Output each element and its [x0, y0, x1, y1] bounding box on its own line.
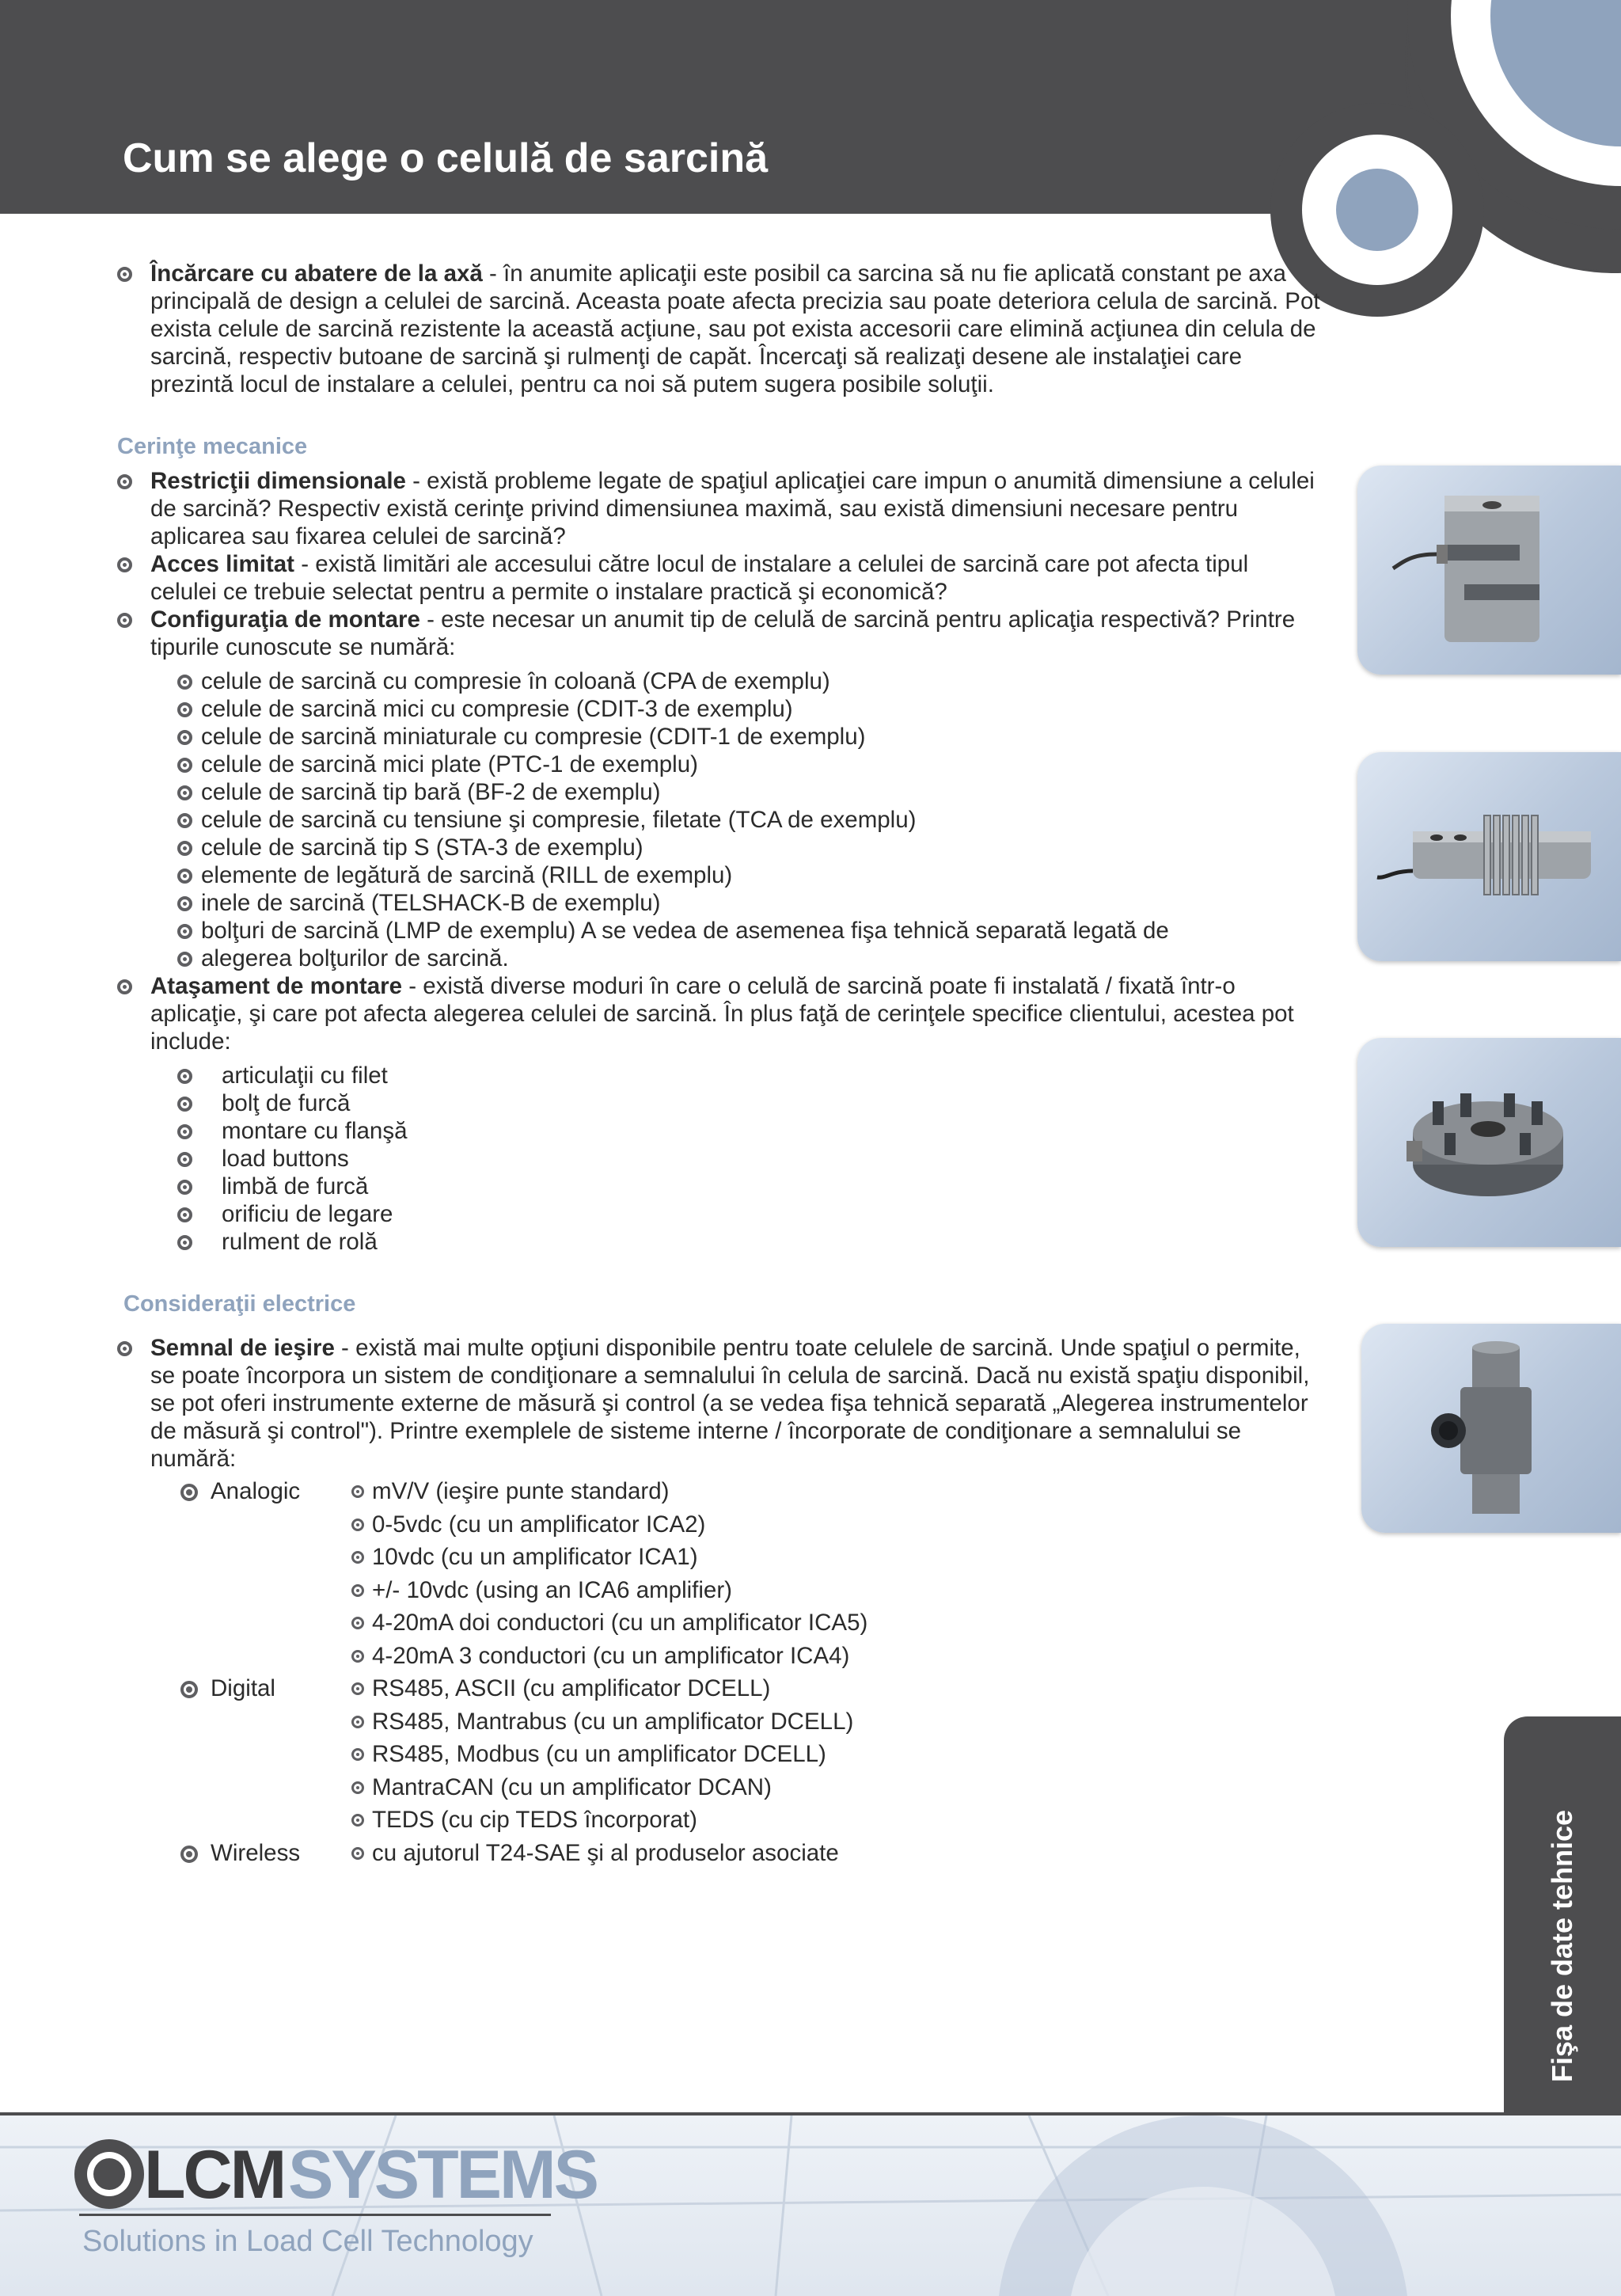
circle-bullet-icon	[351, 1781, 364, 1794]
signal-item: 10vdc (cu un amplificator ICA1)	[372, 1544, 698, 1570]
list-item	[177, 667, 1320, 695]
circle-bullet-icon	[351, 1650, 364, 1663]
circle-bullet-icon	[351, 1584, 364, 1597]
signal-bold: Semnal de ieşire	[150, 1335, 335, 1361]
circle-bullet-icon	[117, 474, 132, 489]
signal-item: 4-20mA doi conductori (cu un amplificator ICA5)	[372, 1610, 868, 1636]
circle-bullet-icon	[177, 730, 192, 745]
circle-bullet-icon	[177, 1069, 192, 1084]
mech-item-attach	[117, 972, 1320, 1055]
circle-bullet-icon	[177, 952, 192, 967]
list-item	[177, 751, 1320, 778]
list-item	[177, 1228, 1320, 1256]
circle-bullet-icon	[177, 1124, 192, 1139]
signal-row	[117, 1477, 1320, 1511]
signal-item: 0-5vdc (cu un amplificator ICA2)	[372, 1511, 706, 1538]
circle-bullet-icon	[180, 1484, 198, 1501]
circle-bullet-icon	[177, 813, 192, 828]
intro-bold: Încărcare cu abatere de la axă	[150, 260, 483, 287]
signal-item: RS485, ASCII (cu amplificator DCELL)	[372, 1675, 771, 1701]
list-item-text: celule de sarcină cu tensiune şi compresie, filetate (TCA de exemplu)	[201, 807, 917, 833]
mech-item-text: - există probleme legate de spaţiul aplicaţiei care impun o anumită dimensiune a celulei de sarcină? Respectiv există cerinţe privind dimensiunea maximă, sau există dimensiuni necesare pentru aplicarea sau fixarea celulei de sarcină?	[150, 468, 1315, 549]
mech-item-bold: Acces limitat	[150, 551, 294, 577]
list-item-text: articulaţii cu filet	[222, 1062, 388, 1089]
circle-bullet-icon	[117, 557, 132, 572]
signal-row	[117, 1543, 1320, 1576]
mech-item-bold: Restricţii dimensionale	[150, 468, 406, 494]
intro-text: - în anumite aplicaţii este posibil ca sarcina să nu fie aplicată constant pe axa principală de design a celulei de sarcină. Aceasta poate afecta precizia sau poate deteriora celula de sarcină. Pot exista celule de sarcină rezistente la această acţiune, sau pot exista accesorii care elimină acţiunea din celula de sarcină, respectiv butoane de sarcină şi rulmenţi de capăt. Încercaţi să realizaţi desene ale instalaţiei care prezintă locul de instalare a celulei, pentru ca noi să putem sugera posibile soluţii.	[150, 260, 1320, 397]
mech-item-bold: Configuraţia de montare	[150, 606, 420, 633]
list-item	[177, 695, 1320, 723]
signal-text: - există mai multe opţiuni disponibile pentru toate celulele de sarcină. Unde spaţiul o permite, se poate încorpora un sistem de condiţionare a semnalului în celula de sarcină. Dacă nu există spaţiu disponibil, se pot oferi instrumente externe de măsură şi control (a se vedea fişa tehnică separată „Alegerea instrumentelor de măsură şi control"). Printre exemplele de sisteme interne / încorporate de condiţionare a semnalului se numără:	[150, 1335, 1310, 1472]
circle-bullet-icon	[177, 758, 192, 773]
signal-row	[117, 1773, 1320, 1807]
electrical-signal-paragraph	[117, 1334, 1320, 1473]
signal-category: Digital	[211, 1675, 275, 1701]
circle-bullet-icon	[351, 1682, 364, 1695]
signal-item: MantraCAN (cu un amplificator DCAN)	[372, 1773, 772, 1800]
list-item-text: inele de sarcină (TELSHACK-B de exemplu)	[201, 890, 661, 916]
circle-bullet-icon	[177, 785, 192, 800]
signal-item: TEDS (cu cip TEDS încorporat)	[372, 1807, 697, 1833]
signal-row	[117, 1642, 1320, 1675]
list-item-text: elemente de legătură de sarcină (RILL de exemplu)	[201, 862, 733, 888]
signal-row	[117, 1839, 1320, 1872]
circle-bullet-icon	[351, 1716, 364, 1728]
circle-bullet-icon	[177, 1152, 192, 1167]
side-tab-label: Fişa de date tehnice	[1546, 1809, 1578, 2083]
signal-row	[117, 1708, 1320, 1741]
list-item-text: bolţuri de sarcină (LMP de exemplu) A se vedea de asemenea fişa tehnică separată legată de	[201, 918, 1169, 944]
circle-bullet-icon	[117, 1341, 132, 1356]
list-item-text: celule de sarcină tip bară (BF-2 de exemplu)	[201, 779, 661, 805]
list-item-text: celule de sarcină mici plate (PTC-1 de exemplu)	[201, 751, 698, 777]
section-title-electrical: Consideraţii electrice	[123, 1291, 356, 1317]
signal-row	[117, 1576, 1320, 1610]
signal-item: RS485, Modbus (cu un amplificator DCELL)	[372, 1741, 826, 1767]
circle-bullet-icon	[177, 1097, 192, 1112]
section-title-mechanical: Cerinţe mecanice	[117, 434, 308, 459]
list-item-text: celule de sarcină cu compresie în coloană (CPA de exemplu)	[201, 668, 830, 694]
mech-item-text: - există diverse moduri în care o celulă de sarcină poate fi instalată / fixată într-o aplicaţie, şi care pot afecta alegerea celulei de sarcină. În plus faţă de cerinţele specifice clientului, acestea pot include:	[150, 973, 1294, 1055]
list-item-text: celule de sarcină mici cu compresie (CDIT-3 de exemplu)	[201, 696, 793, 722]
logo-o-icon	[73, 2138, 152, 2217]
signal-category: Analogic	[211, 1478, 301, 1504]
attachment-list	[117, 1062, 1320, 1256]
list-item	[177, 945, 1320, 972]
signal-row	[117, 1674, 1320, 1708]
page-title: Cum se alege o celulă de sarcină	[123, 135, 769, 181]
signal-table	[117, 1477, 1320, 1872]
mech-item	[117, 606, 1320, 661]
logo-systems: SYSTEMS	[288, 2137, 597, 2213]
list-item	[177, 834, 1320, 861]
list-item	[177, 806, 1320, 834]
circle-bullet-icon	[117, 267, 132, 282]
list-item	[177, 1089, 1320, 1117]
signal-item: RS485, Mantrabus (cu un amplificator DCELL)	[372, 1708, 854, 1735]
logo-tagline: Solutions in Load Cell Technology	[82, 2225, 533, 2258]
load-cell-types-list	[117, 667, 1320, 972]
circle-bullet-icon	[177, 1180, 192, 1195]
circle-bullet-icon	[117, 613, 132, 628]
signal-item: 4-20mA 3 conductori (cu un amplificator ICA4)	[372, 1642, 850, 1669]
list-item	[177, 917, 1320, 945]
mech-item-text: - există limitări ale accesului către locul de instalare a celulei de sarcină care pot afecta tipul celulei ce trebuie selectat pentru a permite o instalare practică şi economică?	[150, 551, 1249, 605]
circle-bullet-icon	[177, 841, 192, 856]
list-item	[177, 1173, 1320, 1200]
circle-bullet-icon	[351, 1519, 364, 1531]
mech-item-text: - este necesar un anumit tip de celulă de sarcină pentru aplicaţia respectivă? Printre tipurile cunoscute se numără:	[150, 606, 1296, 660]
mech-item	[117, 550, 1320, 606]
signal-row	[117, 1609, 1320, 1642]
circle-bullet-icon	[177, 869, 192, 884]
signal-item: cu ajutorul T24-SAE şi al produselor asociate	[372, 1839, 839, 1866]
mech-item-bold: Ataşament de montare	[150, 973, 403, 999]
list-item	[177, 861, 1320, 889]
signal-item: mV/V (ieşire punte standard)	[372, 1478, 670, 1504]
signal-row	[117, 1806, 1320, 1839]
column-load-cell-photo	[1361, 1324, 1621, 1533]
footer	[0, 2112, 1621, 2296]
list-item-text: alegerea bolţurilor de sarcină.	[201, 945, 509, 971]
s-type-load-cell-photo	[1357, 466, 1621, 675]
list-item	[177, 1200, 1320, 1228]
circle-bullet-icon	[351, 1814, 364, 1827]
intro-paragraph	[117, 260, 1320, 398]
list-item-text: celule de sarcină miniaturale cu compresie (CDIT-1 de exemplu)	[201, 724, 866, 750]
list-item-text: load buttons	[222, 1146, 349, 1172]
signal-row	[117, 1511, 1320, 1544]
circle-bullet-icon	[351, 1485, 364, 1498]
circle-bullet-icon	[177, 1235, 192, 1250]
signal-row	[117, 1740, 1320, 1773]
list-item-text: rulment de rolă	[222, 1229, 378, 1255]
side-tab	[1504, 1716, 1621, 2176]
circle-bullet-icon	[180, 1681, 198, 1698]
signal-category: Wireless	[211, 1839, 301, 1866]
logo-lcm: LCM	[144, 2137, 285, 2213]
list-item-text: celule de sarcină tip S (STA-3 de exemplu)	[201, 834, 643, 861]
list-item	[177, 1062, 1320, 1089]
circle-bullet-icon	[117, 979, 132, 994]
signal-item: +/- 10vdc (using an ICA6 amplifier)	[372, 1576, 732, 1603]
circle-bullet-icon	[351, 1748, 364, 1761]
list-item	[177, 889, 1320, 917]
list-item-text: limbă de furcă	[222, 1173, 369, 1199]
list-item-text: orificiu de legare	[222, 1201, 393, 1227]
list-item	[177, 1145, 1320, 1173]
circle-bullet-icon	[351, 1617, 364, 1629]
list-item	[177, 1117, 1320, 1145]
circle-bullet-icon	[177, 924, 192, 939]
circle-bullet-icon	[177, 702, 192, 717]
circle-bullet-icon	[177, 675, 192, 690]
circle-bullet-icon	[351, 1847, 364, 1860]
circle-bullet-icon	[177, 896, 192, 911]
bellows-load-cell-photo	[1357, 752, 1621, 961]
main-content	[117, 260, 1320, 1872]
flange-load-cell-photo	[1357, 1038, 1621, 1247]
circle-bullet-icon	[351, 1551, 364, 1564]
list-item-text: bolţ de furcă	[222, 1090, 351, 1116]
circle-bullet-icon	[180, 1846, 198, 1863]
circle-bullet-icon	[177, 1207, 192, 1222]
list-item-text: montare cu flanşă	[222, 1118, 408, 1144]
mech-item	[117, 467, 1320, 550]
list-item	[177, 778, 1320, 806]
list-item	[177, 723, 1320, 751]
